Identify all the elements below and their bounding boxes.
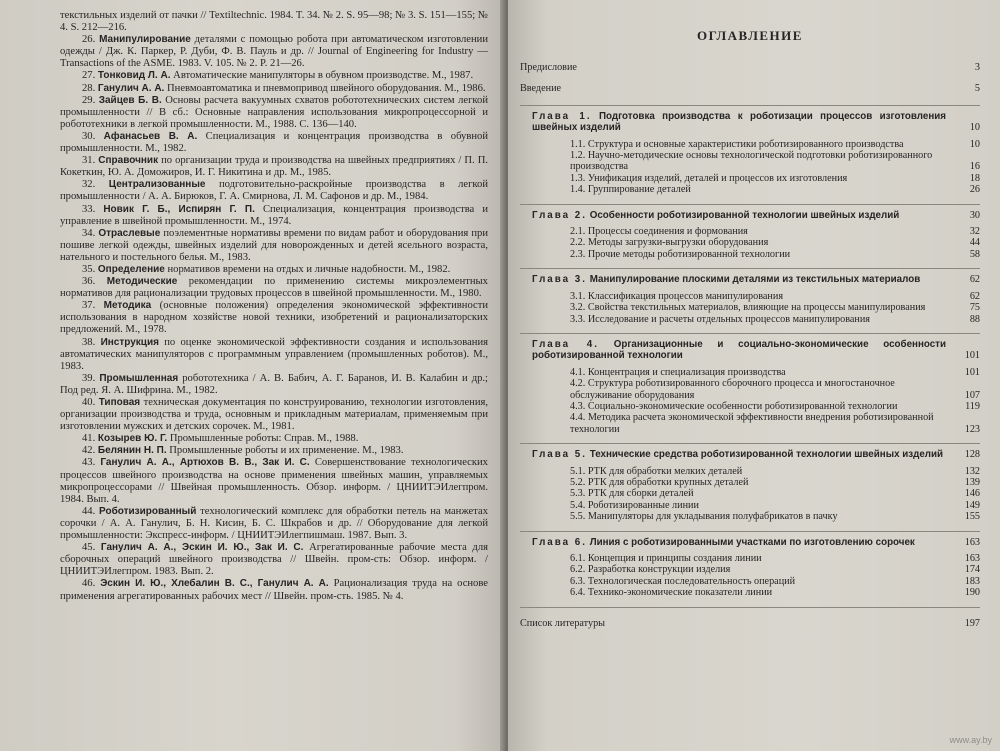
toc-section-page: 16 [969, 161, 980, 173]
toc-chapter-page: 128 [964, 449, 980, 461]
toc-section-row [520, 226, 980, 237]
bibliography-entry-author: Белянин Н. П. [97, 445, 167, 457]
watermark: www.ay.by [949, 735, 992, 745]
toc-chapter-title-block [520, 210, 946, 221]
toc-chapter-label: Глава 6. [532, 536, 587, 548]
toc-section-page: 123 [964, 423, 980, 435]
toc-section-page: 32 [969, 226, 980, 238]
toc-section-title: 6.1. Концепция и принципы создания линии [570, 553, 762, 564]
toc-section-row [520, 139, 980, 150]
bibliography-entry-number: 28. [82, 82, 96, 94]
toc-chapter-label: Глава 4. [532, 338, 599, 350]
bibliography-entry-text: подготовительно-раскройные производства в легкой промышленности / А. А. Бирюков, Г. А. Смирнова, Л. М. Сафонов и др. М., 1984. [60, 179, 488, 203]
toc-section-row [520, 412, 980, 435]
bibliography-entry [60, 83, 488, 95]
toc-section-title: 6.2. Разработка конструкции изделия [570, 564, 731, 576]
bibliography-entry-number: 46. [82, 578, 96, 590]
toc-chapter-page: 101 [964, 350, 980, 362]
toc-chapter-title: Особенности роботизированной технологии швейных изделий [589, 209, 900, 221]
toc-section-page: 10 [969, 138, 980, 150]
bibliography-entry [60, 433, 488, 445]
bibliography-entry-number: 38. [82, 336, 96, 348]
toc-chapter-title-block [520, 537, 946, 548]
toc-chapter-label: Глава 2. [532, 209, 587, 221]
toc-section-title: 4.3. Социально-экономические особенности роботизированной технологии [570, 400, 898, 412]
bibliography-entry-text: Специализация и концентрация производства в обувной промышленности. М., 1982. [60, 130, 488, 155]
bibliography-entry [60, 457, 488, 505]
bibliography-entry-text: Агрегатированные рабочие места для сборочных операций швейного производства // Швейн. пром-сть: Обзор. информ. / ЦНИИТЭИлегпром. 1983. Вып. 2. [60, 542, 488, 578]
bibliography-entry-text: Промышленные роботы и их применение. М., 1983. [169, 445, 404, 457]
bibliography-entry-text: Промышленные роботы: Справ. М., 1988. [169, 433, 359, 445]
bibliography-entry-text: техническая документация по конструированию, технологии изготовления, организации производства и труда, основным и прикладным материалам, применяемым при изготовлении мужских и детских сорочек. М., 1981. [60, 397, 489, 433]
toc-front-label: Введение [520, 83, 562, 95]
bibliography-entry [60, 34, 488, 70]
bibliography-entry [60, 155, 488, 179]
toc-bibliography-row [520, 607, 980, 629]
toc-section-row [520, 553, 980, 564]
bibliography-entry [60, 264, 488, 276]
toc-chapter-title: Подготовка производства к роботизации процессов изготовления швейных изделий [532, 110, 946, 134]
toc-section-title: 5.3. РТК для сборки деталей [570, 488, 694, 500]
bibliography-entry-number: 36. [82, 276, 96, 288]
toc-section-row [520, 249, 980, 260]
table-of-contents [520, 62, 980, 629]
bibliography-entry-author: Новик Г. Б., Испирян Г. П. [103, 203, 255, 215]
toc-section-row [520, 237, 980, 248]
toc-front-label: Предисловие [520, 62, 577, 73]
toc-section-title: 3.2. Свойства текстильных материалов, влияющие на процессы манипулирования [570, 302, 926, 314]
bibliography-entry [60, 506, 488, 542]
toc-section-title: 6.4. Технико-экономические показатели линии [570, 587, 773, 599]
toc-front-page: 5 [974, 83, 980, 95]
bibliography-entry [60, 179, 488, 203]
toc-front-row [520, 83, 980, 94]
bibliography-entry-author: Методика [103, 300, 152, 312]
toc-bibliography-page: 197 [964, 617, 980, 629]
bibliography-entry [60, 337, 488, 373]
bibliography-entry-text: по оценке экономической эффективности создания и использования автоматических манипуляторов с программным управлением (промышленных роботов). М., 1983. [60, 336, 488, 372]
toc-section-row [520, 291, 980, 302]
toc-front-page: 3 [974, 62, 980, 73]
toc-section-title: 1.4. Группирование деталей [570, 184, 691, 196]
toc-section-page: 155 [964, 511, 980, 523]
bibliography-entry-author: Ганулич А. А., Эскин И. Ю., Зак И. С. [100, 542, 304, 554]
bibliography-entry-number: 37. [82, 300, 96, 312]
bibliography-entry-number: 35. [82, 263, 96, 275]
toc-section-page: 107 [964, 389, 980, 401]
bibliography-entry-author: Справочник [98, 155, 159, 167]
toc-section-title: 2.2. Методы загрузки-выгрузки оборудования [570, 237, 769, 249]
bibliography-entry-author: Эскин И. Ю., Хлебалин В. С., Ганулич А. А. [100, 578, 329, 590]
toc-section-row [520, 173, 980, 184]
toc-section-page: 18 [969, 172, 980, 184]
bibliography-entry [60, 542, 488, 578]
bibliography-entry-text: (основные положения) определения экономической эффективности использования в народном хозяйстве новой техники, изобретений и рационализаторских предложений. М., 1978. [60, 300, 489, 336]
right-page-contents [508, 0, 1000, 751]
toc-chapter-label: Глава 3. [532, 274, 587, 286]
toc-section-title: 6.3. Технологическая последовательность операций [570, 575, 796, 587]
bibliography-entry-author: Афанасьев В. А. [103, 130, 198, 142]
bibliography-entry-text: робототехника / А. В. Бабич, А. Г. Баранов, И. В. Калабин и др.; Под ред. Я. А. Шифрина. М., 1982. [60, 372, 488, 396]
toc-section-page: 101 [964, 366, 980, 378]
toc-chapter-page: 163 [964, 536, 980, 548]
toc-section-page: 139 [964, 476, 980, 488]
toc-section-page: 132 [964, 465, 980, 477]
toc-section-title: 3.3. Исследование и расчеты отдельных процессов манипулирования [570, 313, 870, 325]
toc-section-title: 2.1. Процессы соединения и формования [570, 226, 748, 238]
bibliography-entry-text: Рационализация труда на основе применения агрегатированных рабочих мест // Швейн. пром-сть. 1985. № 4. [60, 578, 488, 602]
toc-section-title: 4.4. Методика расчета экономической эффективности внедрения роботизированной технологии [570, 412, 934, 435]
toc-bibliography-label: Список литературы [520, 617, 606, 629]
toc-chapter-title-block [520, 274, 946, 285]
bibliography-entry-text: по организации труда и производства на швейных предприятиях / П. П. Кокеткин, Ю. А. Доможиров, И. Г. Никитина и др. М., 1985. [60, 155, 488, 179]
toc-chapter-page: 62 [969, 274, 980, 286]
toc-section-title: 4.1. Концентрация и специализация производства [570, 366, 786, 378]
bibliography-entry [60, 70, 488, 82]
toc-section-title: 5.4. Роботизированные линии [570, 499, 699, 511]
bibliography-entry-number: 33. [82, 203, 96, 215]
bibliography-entry [60, 10, 488, 34]
bibliography-entry [60, 95, 488, 131]
bibliography-entry-author: Методические [106, 276, 178, 288]
toc-front-row [520, 62, 980, 73]
toc-section-title: 4.2. Структура роботизированного сборочного процесса и многостаночное обслуживание оборудования [570, 378, 895, 401]
toc-chapter-heading [520, 339, 980, 362]
toc-section-title: 2.3. Прочие методы роботизированной технологии [570, 248, 791, 260]
bibliography-entry-author: Типовая [98, 397, 141, 408]
toc-section-row [520, 500, 980, 511]
toc-chapter [520, 204, 980, 261]
toc-section-page: 75 [969, 302, 980, 314]
bibliography-entry-author: Зайцев Б. В. [98, 94, 162, 106]
toc-chapter [520, 333, 980, 435]
bibliography-entry-text: текстильных изделий от пачки // Textiltechnic. 1984. T. 34. № 2. S. 95—98; № 3. S. 151—155; № 4. S. 212—216. [60, 10, 488, 34]
toc-chapter-heading [520, 210, 980, 221]
toc-section-row [520, 367, 980, 378]
bibliography-entry [60, 228, 488, 264]
bibliography-entry-text: Автоматические манипуляторы в обувном производстве. М., 1987. [173, 70, 474, 82]
bibliography-entry-author: Манипулирование [99, 34, 191, 46]
bibliography-entry-number: 27. [82, 70, 96, 82]
bibliography-entry-author: Определение [97, 263, 165, 275]
toc-chapter-page: 10 [969, 122, 980, 134]
toc-section-title: 1.1. Структура и основные характеристики роботизированного производства [570, 138, 904, 150]
toc-chapter [520, 105, 980, 196]
bibliography-entry-number: 31. [82, 155, 96, 167]
toc-section-page: 174 [964, 564, 980, 576]
toc-section-page: 58 [969, 248, 980, 260]
toc-section-page: 26 [969, 184, 980, 196]
bibliography-entry [60, 397, 488, 433]
toc-section-page: 62 [969, 290, 980, 302]
bibliography-entry [60, 131, 488, 155]
bibliography-entry [60, 204, 488, 228]
toc-section-row [520, 511, 980, 522]
bibliography-entry-number: 32. [82, 179, 96, 191]
toc-chapter-title: Технические средства роботизированной технологии швейных изделий [589, 449, 944, 461]
toc-section-row [520, 587, 980, 598]
bibliography-entry-author: Отраслевые [98, 227, 161, 239]
bibliography-entry-text: деталями с помощью робота при автоматическом изготовлении одежды / Дж. К. Паркер, Р. Дуби, Ф. В. Пауль и др. // Journal of Engineering for Industry — Transactions of the ASME. 1983. V. 105. № 2. P. 21—26. [60, 34, 488, 70]
toc-chapter [520, 268, 980, 325]
bibliography-entry-text: нормативов времени на отдых и личные надобности. М., 1982. [167, 263, 451, 275]
bibliography-entry-author: Роботизированный [99, 505, 197, 517]
toc-chapter-title: Линия с роботизированными участками по изготовлению сорочек [589, 536, 915, 548]
bibliography-entry-text: Основы расчета вакуумных схватов робототехнических систем легкой промышленности // В сб.: Основные направления использования микропроцессорной и робототехники в легкой промышленности. М., 1988. С. 136—140. [60, 94, 488, 130]
toc-chapter-heading [520, 274, 980, 285]
toc-section-row [520, 184, 980, 195]
toc-section-page: 183 [964, 575, 980, 587]
bibliography-entry-number: 40. [82, 397, 96, 408]
toc-chapter-heading [520, 537, 980, 548]
bibliography-entry [60, 300, 488, 336]
bibliography-entry [60, 445, 488, 457]
bibliography-entry-number: 34. [82, 227, 96, 239]
toc-chapter-title-block [520, 449, 946, 460]
toc-section-row [520, 378, 980, 401]
toc-section-row [520, 150, 980, 173]
toc-section-row [520, 401, 980, 412]
toc-section-row [520, 466, 980, 477]
bibliography-entry-number: 42. [82, 445, 96, 457]
toc-section-title: 5.5. Манипуляторы для укладывания полуфабрикатов в пачку [570, 511, 838, 523]
toc-chapter-title-block [520, 339, 946, 362]
bibliography-entry-text: Совершенствование технологических процессов швейного производства на основе применения швейных машин, управляемых микропроцессорами // Швейная промышленность. Обзор. информ. / ЦНИИТЭИлегпром. 1984. Вып. 4. [60, 457, 488, 505]
toc-title: ОГЛАВЛЕНИЕ [697, 28, 803, 43]
toc-section-row [520, 576, 980, 587]
bibliography-list [60, 10, 488, 603]
bibliography-entry-text: Специализация, концентрация производства и управление в швейной промышленности. М., 1974. [60, 203, 488, 227]
bibliography-entry-author: Козырев Ю. Г. [97, 433, 168, 445]
bibliography-entry-number: 41. [82, 433, 96, 445]
bibliography-entry-number: 45. [82, 542, 96, 554]
toc-section-title: 5.2. РТК для обработки крупных деталей [570, 476, 749, 488]
bibliography-entry-author: Инструкция [100, 336, 159, 348]
bibliography-entry-author: Промышленная [99, 372, 179, 384]
bibliography-entry-author: Ганулич А. А., Артюхов В. В., Зак И. С. [100, 457, 310, 469]
toc-chapter [520, 531, 980, 599]
toc-section-page: 190 [964, 587, 980, 599]
bibliography-entry-number: 44. [82, 505, 96, 517]
toc-chapter [520, 443, 980, 522]
bibliography-entry [60, 578, 488, 602]
toc-chapter-heading [520, 111, 980, 134]
toc-section-title: 3.1. Классификация процессов манипулирования [570, 290, 784, 302]
toc-section-page: 149 [964, 499, 980, 511]
toc-section-page: 146 [964, 488, 980, 500]
bibliography-entry-text: рекомендации по применению системы микроэлементных нормативов для рационализации трудовых процессов в швейной промышленности. М., 1980. [60, 276, 488, 300]
toc-section-row [520, 302, 980, 313]
toc-front-matter [520, 62, 980, 95]
toc-chapter-page: 30 [969, 209, 980, 221]
bibliography-entry-author: Тонковид Л. А. [97, 70, 171, 82]
bibliography-entry-text: Пневмоавтоматика и пневмопривод швейного оборудования. М., 1986. [167, 82, 486, 94]
toc-section-row [520, 488, 980, 499]
toc-chapter-title-block [520, 111, 946, 134]
bibliography-entry [60, 373, 488, 397]
toc-section-title: 5.1. РТК для обработки мелких деталей [570, 465, 743, 477]
bibliography-entry-number: 30. [82, 130, 96, 142]
bibliography-entry-number: 43. [82, 457, 96, 469]
bibliography-entry-author: Централизованные [108, 179, 206, 191]
toc-section-title: 1.2. Научно-методические основы технологической подготовки роботизированного производства [570, 150, 933, 173]
toc-chapter-label: Глава 1. [532, 110, 592, 122]
toc-section-page: 163 [964, 553, 980, 564]
bibliography-entry-author: Ганулич А. А. [97, 82, 165, 94]
bibliography-entry-number: 39. [82, 372, 96, 384]
bibliography-entry-text: технологический комплекс для обработки петель на манжетах сорочки / А. А. Ганулич, Б. Н. Кисин, Б. С. Шкрабов и др. // Оборудование для легкой промышленности: Экспресс-информ. / ЦНИИТЭИлегпишмаш. 1987. Вып. 3. [60, 505, 488, 542]
bibliography-entry-text: поэлементные нормативы времени по видам работ и оборудования при пошиве легкой одежды, швейных изделий для новорожденных и детей ясельного возраста, нательного и постельного белья. М., 1983. [60, 227, 489, 263]
toc-chapter-title: Манипулирование плоскими деталями из текстильных материалов [589, 274, 921, 286]
bibliography-entry-number: 29. [82, 94, 96, 106]
toc-section-page: 119 [965, 400, 980, 412]
toc-section-row [520, 477, 980, 488]
toc-chapters [520, 105, 980, 599]
toc-chapter-title: Организационные и социально-экономические особенности роботизированной технологии [532, 338, 946, 362]
toc-chapter-heading [520, 449, 980, 460]
toc-chapter-label: Глава 5. [532, 449, 587, 461]
toc-section-page: 44 [969, 237, 980, 249]
toc-section-row [520, 564, 980, 575]
bibliography-entry-number: 26. [82, 34, 96, 46]
bibliography-entry [60, 276, 488, 300]
toc-section-page: 88 [969, 313, 980, 325]
toc-section-title: 1.3. Унификация изделий, деталей и процессов их изготовления [570, 172, 848, 184]
toc-section-row [520, 314, 980, 325]
